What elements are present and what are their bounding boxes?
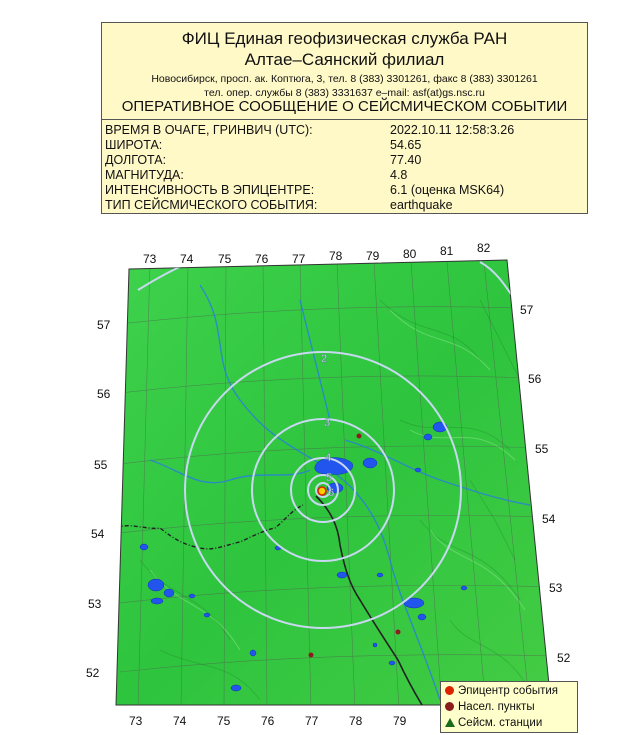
lat-tick-left: 52 bbox=[86, 666, 100, 680]
lat-ticks-left bbox=[86, 318, 111, 680]
address-line: Новосибирск, просп. ак. Коптюга, 3, тел. 8 (383) 3301261, факс 8 (383) 3301261 bbox=[151, 73, 538, 85]
lon-tick-bottom: 74 bbox=[173, 714, 187, 728]
type-label: ТИП СЕЙСМИЧЕСКОГО СОБЫТИЯ: bbox=[105, 198, 318, 212]
lat-tick-left: 57 bbox=[97, 318, 111, 332]
map-land bbox=[116, 260, 551, 705]
isoseismal-label-4: 4 bbox=[325, 452, 332, 464]
lon-tick-top: 80 bbox=[403, 247, 417, 261]
legend-settlements-label: Насел. пункты bbox=[458, 701, 535, 713]
lon-tick-top: 74 bbox=[180, 252, 194, 266]
mag-row bbox=[105, 168, 583, 183]
time-row bbox=[105, 123, 583, 138]
lat-tick-right: 53 bbox=[549, 581, 563, 595]
intensity-row bbox=[105, 183, 583, 198]
legend-stations-label: Сейсм. станции bbox=[458, 717, 543, 729]
lon-tick-top: 81 bbox=[440, 244, 454, 258]
lon-tick-top: 76 bbox=[255, 252, 269, 266]
isoseismal-label-3: 3 bbox=[324, 417, 331, 429]
lon-tick-bottom: 79 bbox=[393, 714, 407, 728]
lon-label: ДОЛГОТА: bbox=[105, 153, 167, 167]
legend-epicenter bbox=[445, 684, 558, 699]
time-value: 2022.10.11 12:58:3.26 bbox=[390, 123, 515, 137]
lon-tick-bottom: 77 bbox=[305, 714, 319, 728]
station-triangle-icon bbox=[445, 718, 455, 727]
intensity-label: ИНТЕНСИВНОСТЬ В ЭПИЦЕНТРЕ: bbox=[105, 183, 315, 197]
lon-tick-top: 79 bbox=[366, 249, 380, 263]
mag-label: МАГНИТУДА: bbox=[105, 168, 184, 182]
lon-tick-bottom: 76 bbox=[261, 714, 275, 728]
time-label: ВРЕМЯ В ОЧАГЕ, ГРИНВИЧ (UTC): bbox=[105, 123, 313, 137]
lat-tick-right: 52 bbox=[557, 651, 571, 665]
epicenter-legend-icon bbox=[445, 686, 454, 695]
mag-value: 4.8 bbox=[390, 168, 408, 182]
epicenter-marker bbox=[318, 487, 326, 495]
lon-row bbox=[105, 153, 583, 168]
report-title: ОПЕРАТИВНОЕ СООБЩЕНИЕ О СЕЙСМИЧЕСКОМ СОБЫТИИ bbox=[121, 98, 568, 115]
seismic-map bbox=[0, 228, 641, 735]
branch-name: Алтае–Саянский филиал bbox=[244, 50, 445, 69]
type-value: earthquake bbox=[390, 198, 453, 212]
lat-tick-left: 55 bbox=[94, 458, 108, 472]
lon-tick-top: 77 bbox=[292, 252, 306, 266]
lon-tick-top: 75 bbox=[218, 252, 232, 266]
lon-value: 77.40 bbox=[390, 153, 422, 167]
lat-tick-left: 54 bbox=[91, 527, 105, 541]
lon-tick-bottom: 78 bbox=[349, 714, 363, 728]
map-canvas bbox=[0, 228, 641, 735]
lon-tick-top: 78 bbox=[329, 249, 343, 263]
lat-label: ШИРОТА: bbox=[105, 138, 163, 152]
contacts-line: тел. опер. службы 8 (383) 3331637 e–mail: asf(at)gs.nsc.ru bbox=[204, 87, 485, 99]
divider bbox=[102, 119, 587, 120]
type-row bbox=[105, 198, 583, 213]
map-legend bbox=[440, 681, 578, 733]
lat-tick-right: 56 bbox=[528, 372, 542, 386]
isoseismal-label-6: 6 bbox=[328, 487, 335, 499]
lon-ticks-bottom bbox=[129, 714, 407, 728]
lon-tick-top: 82 bbox=[477, 241, 491, 255]
legend-settlements bbox=[445, 700, 535, 715]
legend-epicenter-label: Эпицентр события bbox=[458, 685, 559, 697]
lat-tick-right: 57 bbox=[520, 303, 534, 317]
intensity-value: 6.1 (оценка MSK64) bbox=[390, 183, 505, 197]
lat-value: 54.65 bbox=[390, 138, 422, 152]
lon-tick-top: 73 bbox=[143, 252, 157, 266]
lat-tick-right: 54 bbox=[542, 512, 556, 526]
report-header bbox=[101, 22, 588, 214]
settlement-legend-icon bbox=[445, 702, 454, 711]
lat-tick-left: 56 bbox=[97, 387, 111, 401]
org-name: ФИЦ Единая геофизическая служба РАН bbox=[181, 29, 508, 48]
lon-tick-bottom: 73 bbox=[129, 714, 143, 728]
legend-stations bbox=[445, 716, 542, 731]
lat-row bbox=[105, 138, 583, 153]
isoseismal-label-2: 2 bbox=[321, 353, 328, 365]
lat-tick-right: 55 bbox=[535, 442, 549, 456]
lat-tick-left: 53 bbox=[88, 597, 102, 611]
isoseismal-label-5: 5 bbox=[326, 472, 333, 484]
lon-tick-bottom: 75 bbox=[217, 714, 231, 728]
